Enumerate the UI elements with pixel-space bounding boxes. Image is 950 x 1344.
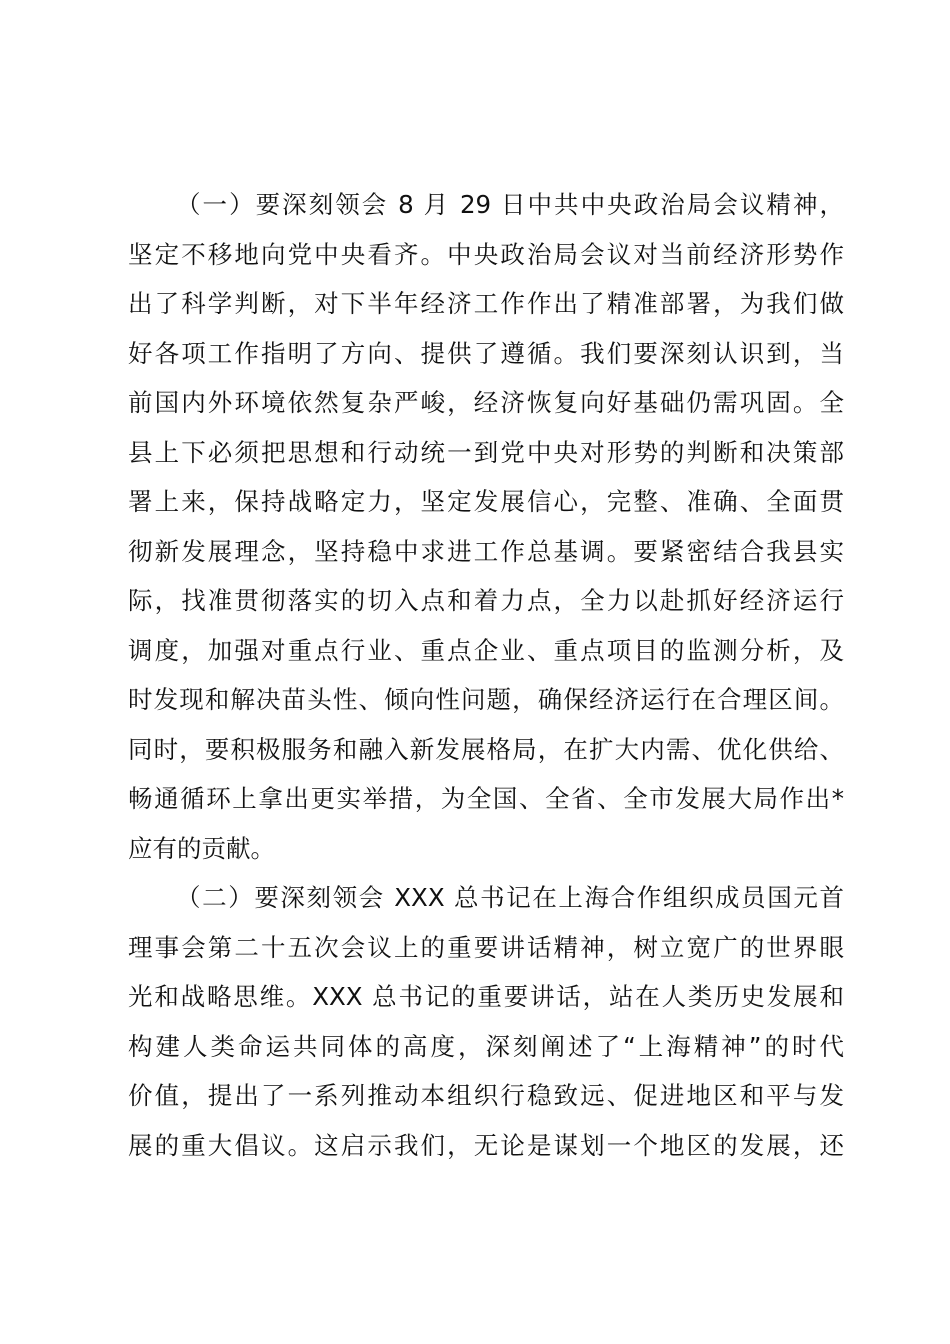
paragraph-2 xyxy=(128,873,844,1170)
paragraph-line: 坚定不移地向党中央看齐。中央政治局会议对当前经济形势作 xyxy=(128,239,844,269)
paragraph-line: 际，找准贯彻落实的切入点和着力点，全力以赴抓好经济运行 xyxy=(128,586,844,615)
paragraph-line: 应有的贡献。 xyxy=(128,833,275,863)
paragraph-line: 时发现和解决苗头性、倾向性问题，确保经济运行在合理区间。 xyxy=(128,685,844,714)
paragraph-line: 价值，提出了一系列推动本组织行稳致远、促进地区和平与发 xyxy=(128,1081,844,1110)
paragraph-line: 县上下必须把思想和行动统一到党中央对形势的判断和决策部 xyxy=(128,437,844,467)
paragraph-1 xyxy=(128,180,844,873)
paragraph-line: （二）要深刻领会 XXX 总书记在上海合作组织成员国元首 xyxy=(176,883,844,912)
paragraph-line: 构建人类命运共同体的高度，深刻阐述了“上海精神”的时代 xyxy=(128,1031,844,1061)
paragraph-line: 调度，加强对重点行业、重点企业、重点项目的监测分析，及 xyxy=(128,635,844,665)
document-body xyxy=(128,180,844,1170)
paragraph-line: 畅通循环上拿出更实举措，为全国、全省、全市发展大局作出* xyxy=(128,784,844,813)
paragraph-line: 彻新发展理念，坚持稳中求进工作总基调。要紧密结合我县实 xyxy=(128,536,844,566)
paragraph-line: 前国内外环境依然复杂严峻，经济恢复向好基础仍需巩固。全 xyxy=(128,388,844,417)
paragraph-line: 理事会第二十五次会议上的重要讲话精神，树立宽广的世界眼 xyxy=(128,932,844,962)
paragraph-line: 光和战略思维。XXX 总书记的重要讲话，站在人类历史发展和 xyxy=(128,982,844,1011)
paragraph-line: 署上来，保持战略定力，坚定发展信心，完整、准确、全面贯 xyxy=(128,487,844,516)
paragraph-line: （一）要深刻领会 8 月 29 日中共中央政治局会议精神， xyxy=(176,190,844,219)
paragraph-line: 同时，要积极服务和融入新发展格局，在扩大内需、优化供给、 xyxy=(128,734,844,764)
paragraph-line: 出了科学判断，对下半年经济工作作出了精准部署，为我们做 xyxy=(128,289,844,318)
paragraph-line: 好各项工作指明了方向、提供了遵循。我们要深刻认识到，当 xyxy=(128,338,844,368)
paragraph-line: 展的重大倡议。这启示我们，无论是谋划一个地区的发展，还 xyxy=(128,1130,844,1160)
